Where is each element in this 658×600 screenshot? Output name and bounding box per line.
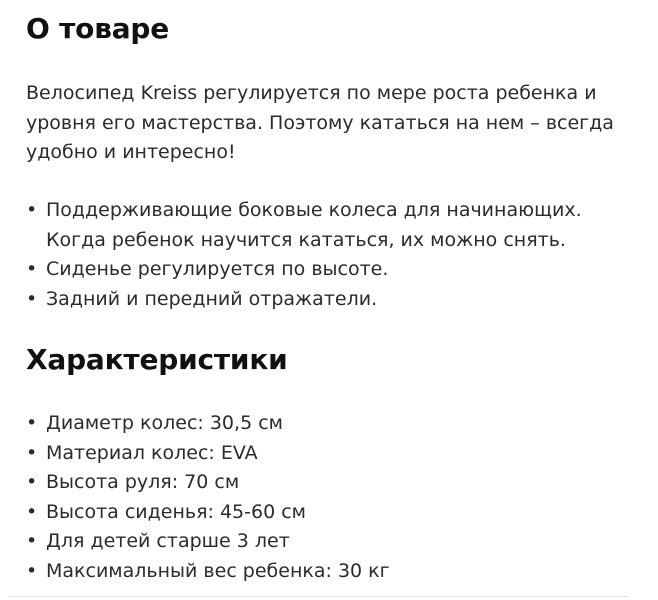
list-item: • Высота сиденья: 45-60 см — [26, 498, 626, 528]
features-list — [26, 196, 626, 314]
about-title: О товаре — [26, 12, 170, 45]
list-item: • Сиденье регулируется по высоте. — [26, 255, 626, 285]
list-item: • Для детей старше 3 лет — [26, 527, 626, 557]
list-item: • Максимальный вес ребенка: 30 кг — [26, 557, 626, 587]
list-item: • Материал колес: EVA — [26, 439, 626, 469]
divider — [8, 596, 628, 597]
about-description: Велосипед Kreiss регулируется по мере роста ребенка и уровня его мастерства. Поэтому кататься на нем – всегда удобно и интересно! — [26, 82, 614, 163]
list-item: • Диаметр колес: 30,5 см — [26, 409, 626, 439]
specs-title: Характеристики — [26, 343, 288, 376]
list-item: • Поддерживающие боковые колеса для начинающих. Когда ребенок научится кататься, их можно снять. — [26, 196, 626, 255]
list-item: • Задний и передний отражатели. — [26, 285, 626, 315]
specs-list — [26, 409, 626, 586]
list-item: • Высота руля: 70 см — [26, 468, 626, 498]
